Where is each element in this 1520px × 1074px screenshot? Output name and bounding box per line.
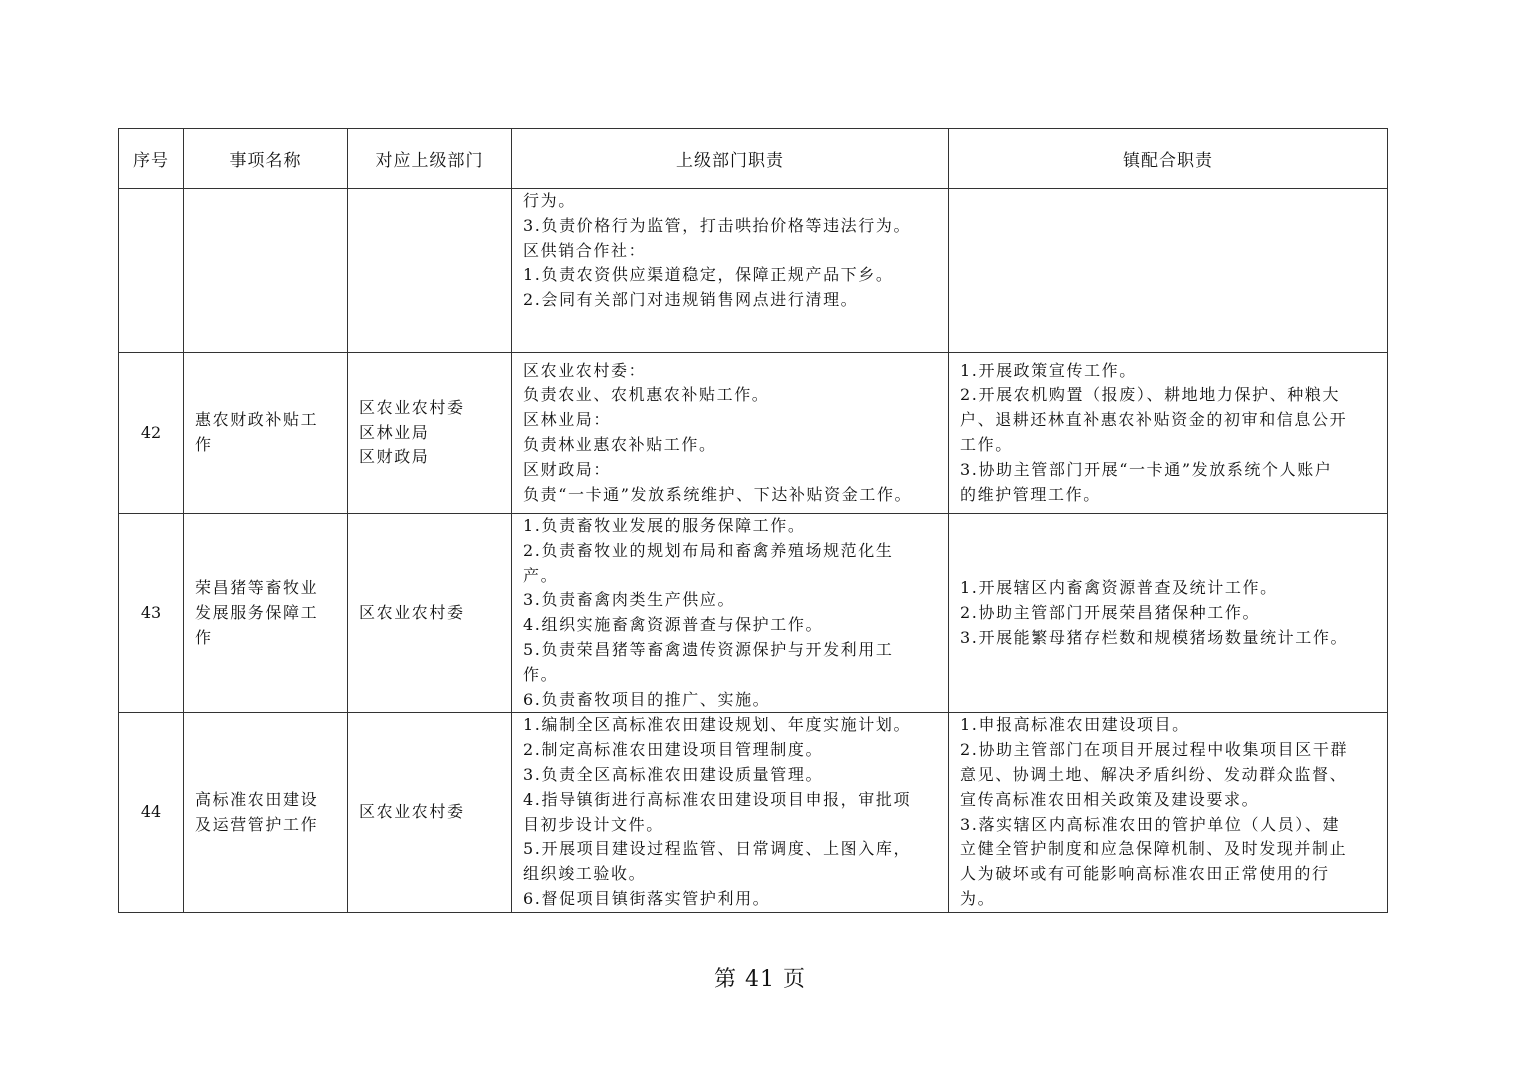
- text-line: 惠农财政补贴工: [195, 410, 319, 430]
- text-line: 3.开展能繁母猪存栏数和规模猪场数量统计工作。: [960, 627, 1349, 647]
- text-line: 组织竣工验收。: [523, 864, 647, 884]
- text-line: 4.指导镇街进行高标准农田建设项目申报，审批项: [523, 789, 912, 809]
- text-line: 区农业农村委: [359, 602, 465, 622]
- header-coop: 镇配合职责: [949, 129, 1388, 189]
- text-line: 立健全管护制度和应急保障机制、及时发现并制止: [960, 839, 1348, 859]
- text-line: 区供销合作社：: [523, 240, 647, 260]
- page-number: 第 41 页: [714, 967, 806, 992]
- text-line: 目初步设计文件。: [523, 814, 664, 834]
- text-line: 作: [195, 627, 213, 647]
- text-line: 5.开展项目建设过程监管、日常调度、上图入库，: [523, 839, 912, 859]
- item-cooperation: [949, 514, 1388, 713]
- text-line: 5.负责荣昌猪等畜禽遗传资源保护与开发利用工: [523, 639, 894, 659]
- text-line: 区财政局: [359, 447, 430, 467]
- text-line: 4.组织实施畜禽资源普查与保护工作。: [523, 615, 824, 635]
- table-row: [119, 353, 1388, 514]
- item-number: [119, 189, 184, 353]
- text-line: 2.开展农机购置（报废）、耕地地力保护、种粮大: [960, 385, 1341, 405]
- text-line: 发展服务保障工: [195, 602, 319, 622]
- text-line: 区林业局：: [523, 410, 612, 430]
- text-line: 6.督促项目镇街落实管护利用。: [523, 888, 771, 908]
- text-line: 区农业农村委：: [523, 360, 647, 380]
- text-line: 2.负责畜牧业的规划布局和畜禽养殖场规范化生: [523, 540, 894, 560]
- text-line: 1.开展政策宣传工作。: [960, 360, 1137, 380]
- text-line: 3.负责价格行为监管，打击哄抬价格等违法行为。: [523, 215, 912, 235]
- text-line: 6.负责畜牧项目的推广、实施。: [523, 689, 771, 709]
- text-line: 2.协助主管部门开展荣昌猪保种工作。: [960, 602, 1261, 622]
- text-line: 荣昌猪等畜牧业: [195, 577, 319, 597]
- duty-table: [118, 128, 1388, 913]
- text-line: 2.制定高标准农田建设项目管理制度。: [523, 740, 824, 760]
- text-line: 作。: [523, 664, 559, 684]
- text-line: 及运营管护工作: [195, 814, 319, 834]
- text-line: 工作。: [960, 435, 1013, 454]
- text-line: 负责林业惠农补贴工作。: [523, 435, 717, 454]
- text-line: 宣传高标准农田相关政策及建设要求。: [960, 789, 1260, 809]
- text-line: 高标准农田建设: [195, 789, 319, 809]
- text-line: 3.协助主管部门开展“一卡通”发放系统个人账户: [960, 459, 1333, 479]
- item-dept: [348, 514, 512, 713]
- item-responsibility: [512, 514, 949, 713]
- item-cooperation: [949, 189, 1388, 353]
- text-line: 意见、协调土地、解决矛盾纠纷、发动群众监督、: [960, 764, 1348, 784]
- item-number: 43: [119, 514, 184, 713]
- item-name: [184, 189, 348, 353]
- item-cooperation: [949, 713, 1388, 912]
- text-line: 负责农业、农机惠农补贴工作。: [523, 385, 770, 405]
- item-number: 42: [119, 353, 184, 514]
- text-line: 的维护管理工作。: [960, 484, 1101, 504]
- text-line: 负责“一卡通”发放系统维护、下达补贴资金工作。: [523, 484, 913, 504]
- text-line: 3.落实辖区内高标准农田的管护单位（人员）、建: [960, 814, 1341, 834]
- item-dept: [348, 189, 512, 353]
- header-dept: 对应上级部门: [348, 129, 512, 189]
- item-number: 44: [119, 713, 184, 912]
- item-name: [184, 713, 348, 912]
- text-line: 3.负责全区高标准农田建设质量管理。: [523, 764, 824, 784]
- table-row: [119, 713, 1388, 912]
- text-line: 为。: [960, 888, 996, 908]
- table-row: [119, 514, 1388, 713]
- item-cooperation: [949, 353, 1388, 514]
- text-line: 1.开展辖区内畜禽资源普查及统计工作。: [960, 577, 1278, 597]
- text-line: 产。: [523, 565, 559, 585]
- text-line: 区农业农村委: [359, 397, 465, 417]
- text-line: 1.负责畜牧业发展的服务保障工作。: [523, 516, 806, 535]
- text-line: 1.申报高标准农田建设项目。: [960, 715, 1190, 735]
- item-dept: [348, 353, 512, 514]
- text-line: 1.负责农资供应渠道稳定，保障正规产品下乡。: [523, 265, 894, 285]
- text-line: 户、退耕还林直补惠农补贴资金的初审和信息公开: [960, 410, 1348, 430]
- item-responsibility: [512, 353, 949, 514]
- item-name: [184, 514, 348, 713]
- text-line: 1.编制全区高标准农田建设规划、年度实施计划。: [523, 715, 912, 735]
- text-line: 行为。: [523, 191, 576, 210]
- header-row: [119, 129, 1388, 189]
- text-line: 3.负责畜禽肉类生产供应。: [523, 590, 736, 610]
- text-line: 区农业农村委: [359, 802, 465, 822]
- item-name: [184, 353, 348, 514]
- item-responsibility: [512, 713, 949, 912]
- text-line: 2.会同有关部门对违规销售网点进行清理。: [523, 290, 859, 310]
- text-line: 作: [195, 435, 213, 454]
- header-num: 序号: [119, 129, 184, 189]
- header-resp: 上级部门职责: [512, 129, 949, 189]
- item-dept: [348, 713, 512, 912]
- text-line: 2.协助主管部门在项目开展过程中收集项目区干群: [960, 740, 1349, 760]
- text-line: 区林业局: [359, 422, 430, 442]
- table-row: [119, 189, 1388, 353]
- item-responsibility: [512, 189, 949, 353]
- text-line: 区财政局：: [523, 459, 612, 479]
- text-line: 人为破坏或有可能影响高标准农田正常使用的行: [960, 864, 1330, 884]
- header-name: 事项名称: [184, 129, 348, 189]
